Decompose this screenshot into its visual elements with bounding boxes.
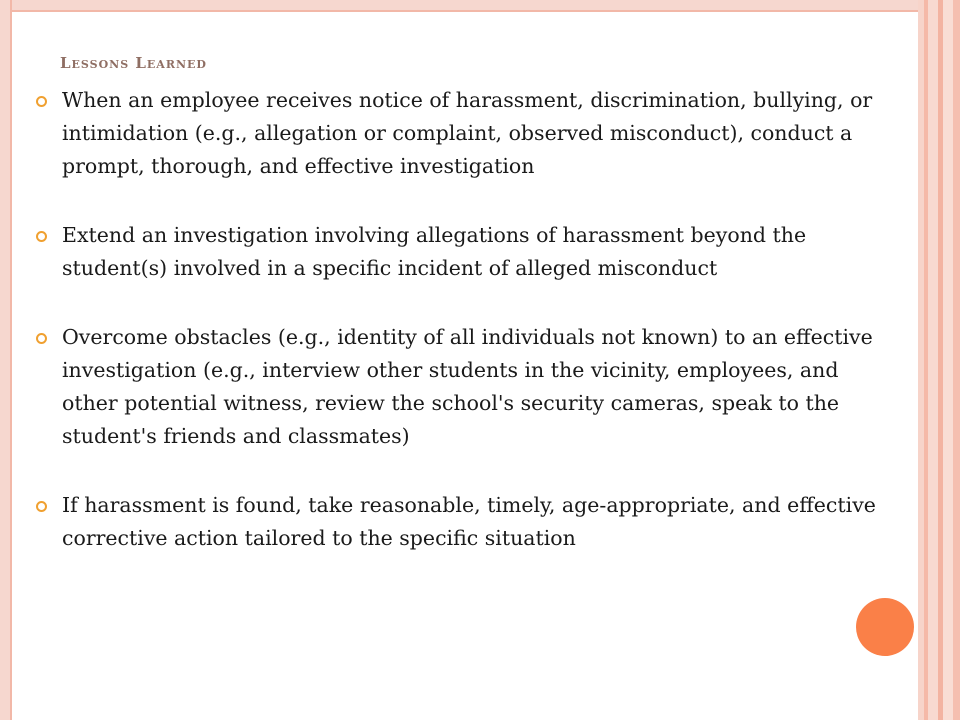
bullet-item	[36, 84, 896, 183]
ring-bullet-icon	[36, 333, 47, 344]
slide-title: Lessons Learned	[60, 54, 207, 72]
ring-bullet-icon	[36, 231, 47, 242]
stripe	[943, 0, 953, 720]
right-stripes-decoration	[918, 0, 960, 720]
orange-circle-decoration	[856, 598, 914, 656]
frame-top-line	[10, 10, 918, 12]
frame-left-line	[10, 0, 12, 720]
bullet-text: When an employee receives notice of harassment, discrimination, bullying, or intimidation (e.g., allegation or complaint, observed misconduct), conduct a prompt, thorough, and effective investigation	[62, 88, 873, 178]
frame-top-border	[0, 0, 960, 10]
bullet-text: Extend an investigation involving allegations of harassment beyond the student(s) involved in a specific incident of alleged misconduct	[62, 223, 807, 280]
bullet-item	[36, 321, 896, 453]
frame-left-border	[0, 0, 10, 720]
bullet-item	[36, 219, 896, 285]
bullet-item	[36, 489, 896, 555]
bullet-list	[36, 84, 896, 591]
ring-bullet-icon	[36, 501, 47, 512]
stripe	[928, 0, 938, 720]
stripe	[953, 0, 960, 720]
ring-bullet-icon	[36, 96, 47, 107]
bullet-text: Overcome obstacles (e.g., identity of all individuals not known) to an effective investigation (e.g., interview other students in the vicinity, employees, and other potential witness, review the school's security cameras, speak to the student's friends and classmates)	[62, 325, 873, 448]
bullet-text: If harassment is found, take reasonable, timely, age-appropriate, and effective corrective action tailored to the specific situation	[62, 493, 876, 550]
